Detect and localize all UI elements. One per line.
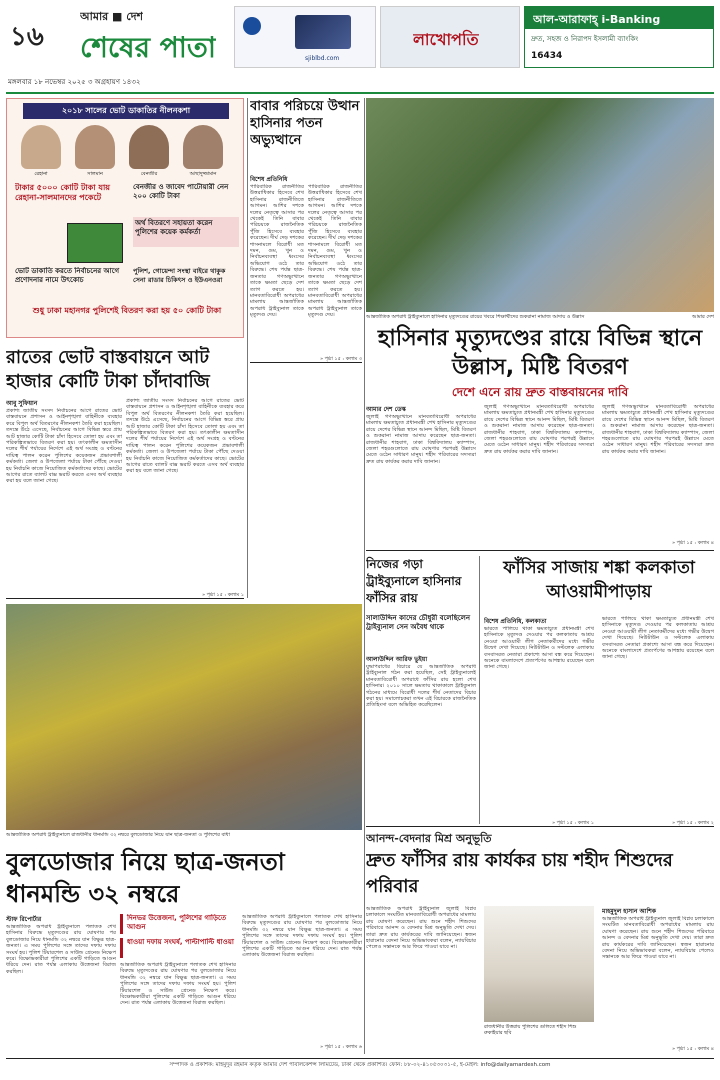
story5-body: ভারতে পালিয়ে থাকা ক্ষমতাচ্যুত প্রধানমন্ত্রী শেখ হাসিনাকে মৃত্যুদণ্ড দেওয়ার পর কলকাতায় আশ্রয় নেওয়া আওয়ামী লীগ নেতাকর্মীদের মধ্যে গভীর উদ্বেগ দেখা দিয়েছে। নিউটাউন ও সল্টলেক এলাকায় বসবাসরত নেতারা প্রকাশ্যে আসা বন্ধ করে দিয়েছেন। অনেকে বাংলাদেশে প্রত্যর্পণের আশঙ্কায় রয়েছেন বলে জানা গেছে।	[602, 616, 714, 661]
portrait-2-icon	[75, 125, 115, 169]
story6-bullet: ধাওয়া দফায় সংঘর্ষ, পাল্টাপাল্টি ধাওয়া	[120, 938, 236, 958]
footer-imprint: সম্পাদক ও প্রকাশক: মাহমুদুর রহমান কর্তৃক আমার দেশ পাবলিকেশন্স লিমিটেড, ঢাকা থেকে প্রকাশিত। ফোন: ৮৮-০২-৪১০৫৩০৩১-৫, ই-মেইল: info@dailyamardesh.com	[169, 1062, 551, 1068]
info-item: অর্থ বিতরণে সহায়তা করেন পুলিশের কয়েক কর্মকর্তা	[133, 217, 239, 247]
section-rule	[6, 598, 244, 599]
story5-continue[interactable]: » পৃষ্ঠা ১৫ : কলাম ২	[672, 820, 714, 826]
story6-body: আন্তর্জাতিক অপরাধ ট্রাইব্যুনালে পলাতক শেখ হাসিনার বিরুদ্ধে মৃত্যুদণ্ডের রায় ঘোষণার পর বুলডোজার নিয়ে ধানমন্ডি ৩২ নম্বরে যান বিক্ষুব্ধ ছাত্র-জনতা। এ সময় পুলিশের সঙ্গে তাদের দফায় দফায় সংঘর্ষ হয়। পুলিশ টিয়ারশেল ও সাউন্ড গ্রেনেড নিক্ষেপ করে। বিক্ষোভকারীরা পুলিশের একটি গাড়িতে আগুন ধরিয়ে দেন। রাত পর্যন্ত এলাকায় উত্তেজনা বিরাজ করছিল।	[6, 924, 116, 975]
story5-body: ভারতে পালিয়ে থাকা ক্ষমতাচ্যুত প্রধানমন্ত্রী শেখ হাসিনাকে মৃত্যুদণ্ড দেওয়ার পর কলকাতায় আশ্রয় নেওয়া আওয়ামী লীগ নেতাকর্মীদের মধ্যে গভীর উদ্বেগ দেখা দিয়েছে। নিউটাউন ও সল্টলেক এলাকায় বসবাসরত নেতারা প্রকাশ্যে আসা বন্ধ করে দিয়েছেন। অনেকে বাংলাদেশে প্রত্যর্পণের আশঙ্কায় রয়েছেন বলে জানা গেছে।	[484, 626, 594, 671]
story6-continue[interactable]: » পৃষ্ঠা ১৫ : কলাম ৬	[320, 1044, 362, 1050]
bank-logo-icon	[243, 17, 261, 35]
story2-continue[interactable]: » পৃষ্ঠা ১৫ : কলাম ৩	[320, 356, 362, 362]
ibanking-ad[interactable]	[524, 6, 714, 68]
column-rule	[479, 556, 480, 824]
story1-headline[interactable]: রাতের ভোট বাস্তবায়নে আট হাজার কোটি টাকা চাঁদাবাজি	[6, 347, 210, 392]
ibanking-title: আল-আরাফাহ্ i-Banking	[533, 13, 661, 26]
portrait-1-icon	[21, 125, 61, 169]
story4-byline: আলাউদ্দিন আরিফ ভুইয়া	[366, 656, 428, 663]
bank-url: sjiblbd.com	[305, 55, 340, 62]
story4-headline[interactable]: নিজের গড়া ট্রাইব্যুনালে হাসিনার ফাঁসির রায়	[366, 557, 462, 605]
story7-continue[interactable]: » পৃষ্ঠা ১৫ : কলাম ৪	[672, 1046, 714, 1052]
column-rule	[364, 98, 365, 1054]
lottery-title: লাখোপতি	[413, 30, 479, 49]
story3-byline: আমার দেশ ডেস্ক	[366, 406, 406, 413]
infographic-banner: ২০১৮ সালের ভোট ডাকাতির নীলনকশা	[23, 103, 229, 119]
story3-headline[interactable]: হাসিনার মৃত্যুদণ্ডের রায়ে বিভিন্ন স্থানে উল্লাস, মিষ্টি বিতরণ	[377, 326, 703, 380]
story5-headline[interactable]: ফাঁসির সাজায় শঙ্কা কলকাতা আওয়ামীপাড়ায়	[503, 558, 695, 602]
story5-byline: বিশেষ প্রতিনিধি, কলকাতা	[484, 618, 547, 625]
story6-body: আন্তর্জাতিক অপরাধ ট্রাইব্যুনালে পলাতক শেখ হাসিনার বিরুদ্ধে মৃত্যুদণ্ডের রায় ঘোষণার পর বুলডোজার নিয়ে ধানমন্ডি ৩২ নম্বরে যান বিক্ষুব্ধ ছাত্র-জনতা। এ সময় পুলিশের সঙ্গে তাদের দফায় দফায় সংঘর্ষ হয়। পুলিশ টিয়ারশেল ও সাউন্ড গ্রেনেড নিক্ষেপ করে। বিক্ষোভকারীরা পুলিশের একটি গাড়িতে আগুন ধরিয়ে দেন। রাত পর্যন্ত এলাকায় উত্তেজনা বিরাজ করছিল।	[120, 962, 236, 1007]
story7-photo	[484, 906, 594, 1022]
infographic-box	[6, 98, 244, 338]
column-rule	[247, 98, 248, 598]
story7-body: আন্তর্জাতিক অপরাধ ট্রাইব্যুনাল জুলাই বিপ্লব চলাকালে সংঘটিত মানবতাবিরোধী অপরাধের মামলায় রায় ঘোষণা করেছেন। রায় শুনে শহীদ শিশুদের পরিবারে আনন্দ ও বেদনার মিশ্র অনুভূতি দেখা দেয়। তারা দ্রুত রায় কার্যকরের দাবি জানিয়েছেন। স্বজন হারানোর বেদনা নিয়ে অভিভাবকরা বলেন, ন্যায়বিচার পেলেও সন্তানকে আর ফিরে পাওয়া যাবে না।	[366, 906, 476, 951]
ibanking-hotline: 16434	[531, 51, 563, 61]
masthead	[0, 0, 720, 92]
section-rule	[366, 550, 714, 551]
date-line: মঙ্গলবার ১৮ নভেম্বর ২০২৫ ৩ অগ্রহায়ণ ১৪৩২	[8, 78, 141, 86]
story2-body: পারিবারিক রাজনীতির উত্তরাধিকার হিসেবে শেখ হাসিনার রাজনীতিতে আগমন। আশির দশকে দলের নেতৃত্বে আসার পর থেকেই তিনি বাবার পরিচয়কে রাজনৈতিক পুঁজি হিসেবে ব্যবহার করেছেন। দীর্ঘ দেড় দশকের শাসনামলে বিরোধী মত দমন, গুম, খুন ও নির্বাচনব্যবস্থা ধ্বংসের অভিযোগ ওঠে তার বিরুদ্ধে। শেষ পর্যন্ত ছাত্র-জনতার গণঅভ্যুত্থানে তাকে ক্ষমতা ছেড়ে দেশ ত্যাগ করতে হয়। মানবতাবিরোধী অপরাধের মামলায় আন্তর্জাতিক অপরাধ ট্রাইব্যুনাল তাকে মৃত্যুদণ্ড দেয়।	[250, 184, 304, 319]
bank-card-icon	[295, 15, 351, 49]
person-name: আছাদুজ্জামান	[189, 171, 217, 177]
person-name: সালমান	[87, 171, 103, 177]
story6-byline: স্টাফ রিপোর্টার	[6, 916, 42, 923]
footer-rule	[6, 1058, 714, 1059]
story6-headline[interactable]: বুলডোজার নিয়ে ছাত্র-জনতা ধানমন্ডি ৩২ নম্বরে	[6, 848, 285, 908]
story3-continue[interactable]: » পৃষ্ঠা ১৫ : কলাম ৪	[672, 540, 714, 546]
ibanking-tagline: দ্রুত, সহজ ও নিরাপদ ইসলামী ব্যাংকিং	[531, 35, 639, 43]
info-item: ভোট ডাকাতি করতে নির্বাচনের আগে প্রণোদনার নামে উৎকোচ	[15, 267, 120, 284]
portrait-4-icon	[183, 125, 223, 169]
story3-body: জুলাই গণঅভ্যুত্থানে মানবতাবিরোধী অপরাধের মামলায় ক্ষমতাচ্যুত প্রধানমন্ত্রী শেখ হাসিনার মৃত্যুদণ্ডের রায়ে দেশের বিভিন্ন স্থানে আনন্দ মিছিল, মিষ্টি বিতরণ ও শুকরানা নামাজ আদায় করেছেন ছাত্র-জনতা। রাজধানীর শাহবাগ, ঢাকা বিশ্ববিদ্যালয় ক্যাম্পাস, জেলা শহরগুলোতে রায় ঘোষণার পরপরই উল্লাসে মেতে ওঠেন সাধারণ মানুষ। শহীদ পরিবারের সদস্যরা দ্রুত রায় কার্যকর করার দাবি জানান।	[602, 404, 714, 455]
story1-body: প্রকাশ্য জাতীয় সংসদ নির্বাচনের আগে রাতের ভোট বাস্তবায়নে প্রশাসন ও আইনশৃঙ্খলা বাহিনীকে ব্যবহার করে বিপুল অর্থ বিতরণের নীলনকশা তৈরি করা হয়েছিল। তদন্তে উঠে এসেছে, নির্বাচনের আগে বিভিন্ন স্তরে প্রায় আট হাজার কোটি টাকা চাঁদা হিসেবে তোলা হয় এবং তা পরিকল্পিতভাবে বিতরণ করা হয়। তৎকালীন ক্ষমতাসীন দলের শীর্ষ পর্যায়ের নির্দেশে এই অর্থ সংগ্রহ ও বণ্টনের দায়িত্ব পালন করেন পুলিশের কয়েকজন প্রভাবশালী কর্মকর্তা। জেলা ও উপজেলা পর্যায়ে টাকা পৌঁছে দেওয়া হয় নির্বাচনি কাজে নিয়োজিত কর্মকর্তাদের কাছে। ভোটের আগের রাতে ব্যালট বাক্স ভরাট করতে এসব অর্থ ব্যবহার করা হয় বলে জানা গেছে।	[126, 398, 244, 475]
page-number: ১৬	[10, 22, 44, 52]
info-item: বেনজীর ও জাবেদ পাটোয়ারী নেন ২০০ কোটি টাকা	[133, 183, 229, 200]
section-rule	[366, 826, 714, 827]
story1-body: প্রকাশ্য জাতীয় সংসদ নির্বাচনের আগে রাতের ভোট বাস্তবায়নে প্রশাসন ও আইনশৃঙ্খলা বাহিনীকে ব্যবহার করে বিপুল অর্থ বিতরণের নীলনকশা তৈরি করা হয়েছিল। তদন্তে উঠে এসেছে, নির্বাচনের আগে বিভিন্ন স্তরে প্রায় আট হাজার কোটি টাকা চাঁদা হিসেবে তোলা হয় এবং তা পরিকল্পিতভাবে বিতরণ করা হয়। তৎকালীন ক্ষমতাসীন দলের শীর্ষ পর্যায়ের নির্দেশে এই অর্থ সংগ্রহ ও বণ্টনের দায়িত্ব পালন করেন পুলিশের কয়েকজন প্রভাবশালী কর্মকর্তা। জেলা ও উপজেলা পর্যায়ে টাকা পৌঁছে দেওয়া হয় নির্বাচনি কাজে নিয়োজিত কর্মকর্তাদের কাছে। ভোটের আগের রাতে ব্যালট বাক্স ভরাট করতে এসব অর্থ ব্যবহার করা হয় বলে জানা গেছে।	[6, 408, 122, 485]
portrait-3-icon	[129, 125, 169, 169]
story7-headline[interactable]: দ্রুত ফাঁসির রায় কার্যকর চায় শহীদ শিশুদের পরিবার	[366, 850, 673, 897]
story7-photo-caption: রাজধানীর উত্তরায় পুলিশের গুলিতে শহীদ শিশু রুকাইয়ার ছবি	[484, 1024, 577, 1036]
story4-subhead: সালাউদ্দিন কাদের চৌধুরী বলেছিলেন ট্রাইব্যুনাল সেন অবৈধ থাকে	[366, 614, 471, 631]
info-item: টাকার ৫০০০ কোটি টাকা যায় রেহানা-সালমানদের পকেটে	[15, 183, 110, 202]
story7-kicker: আনন্দ-বেদনার মিশ্র অনুভূতি	[366, 832, 492, 845]
ballot-box-icon	[67, 223, 123, 263]
top-photo	[366, 98, 714, 312]
bulldozer-photo	[6, 604, 362, 830]
section-rule	[250, 362, 362, 363]
story6-bullet: দিনভর উত্তেজনা, পুলিশের গাড়িতে আগুন	[120, 914, 236, 934]
story7-body: আন্তর্জাতিক অপরাধ ট্রাইব্যুনাল জুলাই বিপ্লব চলাকালে সংঘটিত মানবতাবিরোধী অপরাধের মামলায় রায় ঘোষণা করেছেন। রায় শুনে শহীদ শিশুদের পরিবারে আনন্দ ও বেদনার মিশ্র অনুভূতি দেখা দেয়। তারা দ্রুত রায় কার্যকরের দাবি জানিয়েছেন। স্বজন হারানোর বেদনা নিয়ে অভিভাবকরা বলেন, ন্যায়বিচার পেলেও সন্তানকে আর ফিরে পাওয়া যাবে না।	[602, 916, 714, 961]
lottery-ad[interactable]	[380, 6, 520, 68]
story4-continue[interactable]: » পৃষ্ঠা ১৫ : কলাম ১	[552, 820, 594, 826]
top-photo-caption: আন্তর্জাতিক অপরাধ ট্রাইব্যুনালে হাসিনার মৃত্যুদণ্ডের রায়ের খবরে শিক্ষার্থীদের শুকরানা নামাজ আদায় ও উল্লাস	[366, 314, 585, 320]
story2-headline[interactable]: বাবার পরিচয়ে উত্থান হাসিনার পতন অভ্যুত্থানে	[250, 99, 360, 148]
story3-body: জুলাই গণঅভ্যুত্থানে মানবতাবিরোধী অপরাধের মামলায় ক্ষমতাচ্যুত প্রধানমন্ত্রী শেখ হাসিনার মৃত্যুদণ্ডের রায়ে দেশের বিভিন্ন স্থানে আনন্দ মিছিল, মিষ্টি বিতরণ ও শুকরানা নামাজ আদায় করেছেন ছাত্র-জনতা। রাজধানীর শাহবাগ, ঢাকা বিশ্ববিদ্যালয় ক্যাম্পাস, জেলা শহরগুলোতে রায় ঘোষণার পরপরই উল্লাসে মেতে ওঠেন সাধারণ মানুষ। শহীদ পরিবারের সদস্যরা দ্রুত রায় কার্যকর করার দাবি জানান।	[366, 414, 476, 465]
info-item: শুধু ঢাকা মহানগর পুলিশেই বিতরণ করা হয় ৫০ কোটি টাকা	[32, 306, 222, 315]
story1-continue[interactable]: » পৃষ্ঠা ১৫ : কলাম ১	[202, 592, 244, 598]
info-item: পুলিশ, গোয়েন্দা সংস্থা বাইরে থাকুক সেনা রাডার চিকিৎস ও ইউএনওরা	[133, 267, 226, 284]
person-name: রেহানা	[34, 171, 48, 177]
bulldozer-photo-caption: আন্তর্জাতিক অপরাধ ট্রাইব্যুনালে রাজধানীর ধানমন্ডি ৩২ নম্বরে বুলডোজার নিয়ে যান ছাত্র-জনতা ও পুলিশের বাধা	[6, 832, 230, 838]
story4-body: যুদ্ধাপরাধের বিচারে যে আন্তর্জাতিক অপরাধ ট্রাইব্যুনাল গঠন করা হয়েছিল, সেই ট্রাইব্যুনালেই মানবতাবিরোধী অপরাধে ফাঁসির রায় হলো শেখ হাসিনার। ২০১০ সালে ক্ষমতায় থাকাকালে ট্রাইব্যুনাল গঠনের মাধ্যমে বিরোধী দলের শীর্ষ নেতাদের বিচার করা হয়। সমালোচকরা তখন এই বিচারকে রাজনৈতিক প্রতিহিংসা বলে অভিহিত করেছিলেন।	[366, 664, 476, 709]
bank-ad[interactable]	[234, 6, 376, 68]
story6-body: আন্তর্জাতিক অপরাধ ট্রাইব্যুনালে পলাতক শেখ হাসিনার বিরুদ্ধে মৃত্যুদণ্ডের রায় ঘোষণার পর বুলডোজার নিয়ে ধানমন্ডি ৩২ নম্বরে যান বিক্ষুব্ধ ছাত্র-জনতা। এ সময় পুলিশের সঙ্গে তাদের দফায় দফায় সংঘর্ষ হয়। পুলিশ টিয়ারশেল ও সাউন্ড গ্রেনেড নিক্ষেপ করে। বিক্ষোভকারীরা পুলিশের একটি গাড়িতে আগুন ধরিয়ে দেন। রাত পর্যন্ত এলাকায় উত্তেজনা বিরাজ করছিল।	[242, 914, 362, 959]
story2-body: পারিবারিক রাজনীতির উত্তরাধিকার হিসেবে শেখ হাসিনার রাজনীতিতে আগমন। আশির দশকে দলের নেতৃত্বে আসার পর থেকেই তিনি বাবার পরিচয়কে রাজনৈতিক পুঁজি হিসেবে ব্যবহার করেছেন। দীর্ঘ দেড় দশকের শাসনামলে বিরোধী মত দমন, গুম, খুন ও নির্বাচনব্যবস্থা ধ্বংসের অভিযোগ ওঠে তার বিরুদ্ধে। শেষ পর্যন্ত ছাত্র-জনতার গণঅভ্যুত্থানে তাকে ক্ষমতা ছেড়ে দেশ ত্যাগ করতে হয়। মানবতাবিরোধী অপরাধের মামলায় আন্তর্জাতিক অপরাধ ট্রাইব্যুনাল তাকে মৃত্যুদণ্ড দেয়।	[308, 184, 362, 319]
top-photo-credit: আমার দেশ	[691, 314, 714, 320]
story1-byline: আবু সুফিয়ান	[6, 400, 38, 407]
story3-body: জুলাই গণঅভ্যুত্থানে মানবতাবিরোধী অপরাধের মামলায় ক্ষমতাচ্যুত প্রধানমন্ত্রী শেখ হাসিনার মৃত্যুদণ্ডের রায়ে দেশের বিভিন্ন স্থানে আনন্দ মিছিল, মিষ্টি বিতরণ ও শুকরানা নামাজ আদায় করেছেন ছাত্র-জনতা। রাজধানীর শাহবাগ, ঢাকা বিশ্ববিদ্যালয় ক্যাম্পাস, জেলা শহরগুলোতে রায় ঘোষণার পরপরই উল্লাসে মেতে ওঠেন সাধারণ মানুষ। শহীদ পরিবারের সদস্যরা দ্রুত রায় কার্যকর করার দাবি জানান।	[484, 404, 594, 455]
story7-byline: মাহমুদুল হাসান আশিক	[602, 908, 656, 915]
story2-byline: বিশেষ প্রতিনিধি	[250, 176, 288, 183]
story3-subhead: দেশে এনে রায় দ্রুত বাস্তবায়নের দাবি	[451, 385, 629, 399]
brand-top: আমার ■ দেশ	[80, 10, 143, 23]
person-name: বেনজীর	[140, 171, 158, 177]
ibanking-title-bar	[525, 7, 714, 29]
masthead-rule	[6, 92, 714, 94]
brand-main: শেষের পাতা	[80, 31, 217, 64]
